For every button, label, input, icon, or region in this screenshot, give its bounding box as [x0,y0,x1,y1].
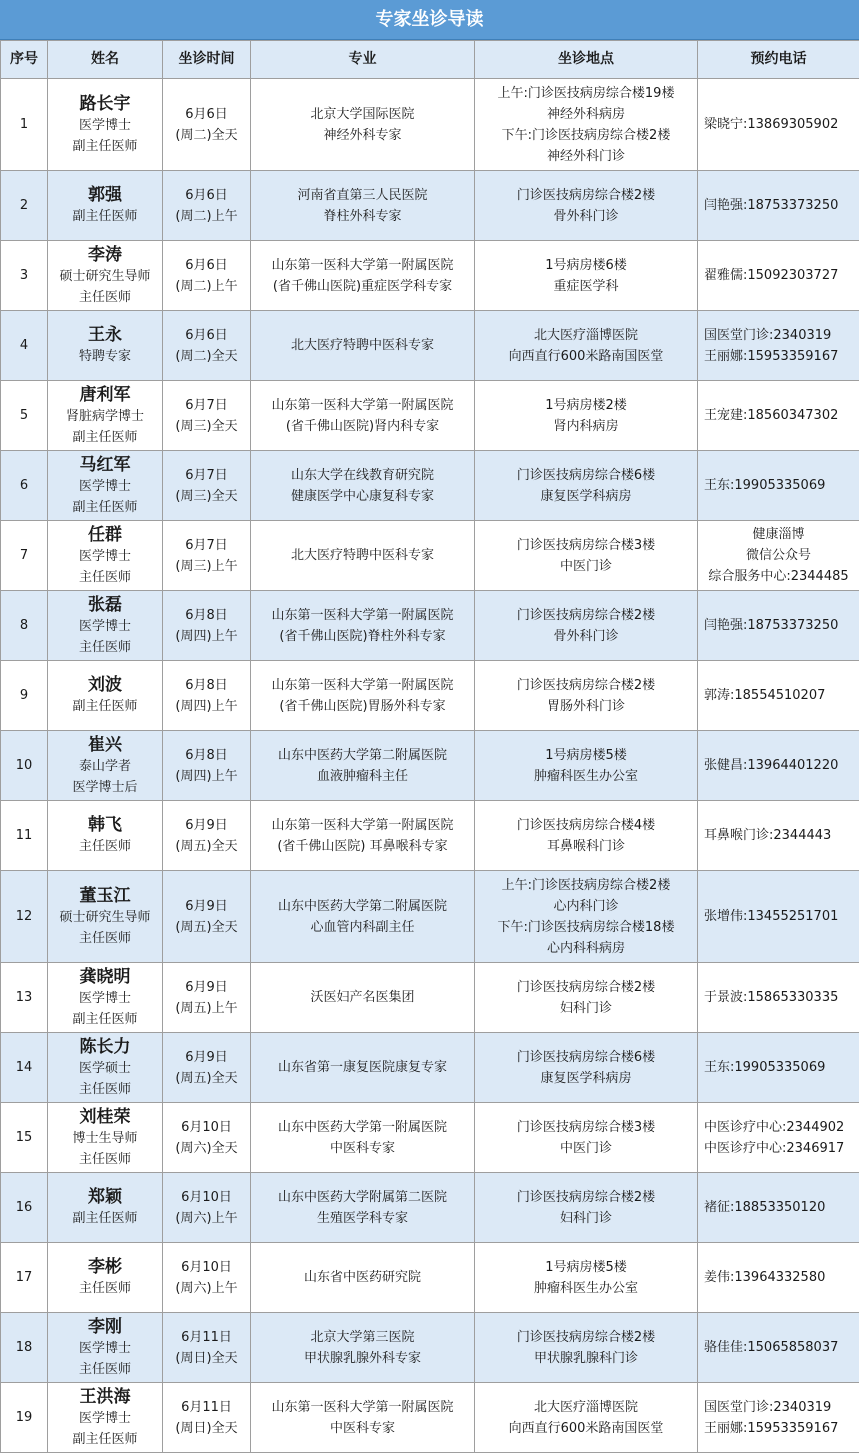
cell-phone: 于景波:15865330335 [698,963,859,1033]
doctor-name: 刘桂荣 [79,1106,131,1127]
doctor-name: 李涛 [88,244,122,265]
cell-specialty: 山东第一医科大学第一附属医院 (省千佛山医院) 耳鼻喉科专家 [251,801,475,871]
table-row [1,1243,859,1313]
doctor-name: 崔兴 [88,734,122,755]
doctor-title: 副主任医师 [72,1431,138,1447]
cell-location: 门诊医技病房综合楼2楼 甲状腺乳腺科门诊 [475,1313,698,1383]
doctor-name: 路长宇 [79,93,131,114]
cell-no: 12 [1,871,48,963]
doctor-title: 主任医师 [78,569,131,585]
cell-no: 18 [1,1313,48,1383]
doctor-title: 副主任医师 [72,138,138,154]
doctor-title: 泰山学者 [78,758,131,774]
cell-doctor [48,1033,163,1103]
doctor-title: 主任医师 [78,1281,131,1296]
doctor-title: 医学博士 [78,1410,131,1426]
cell-time: 6月6日 (周二)全天 [163,79,251,171]
table-row [1,1173,859,1243]
cell-specialty: 山东第一医科大学第一附属医院 (省千佛山医院)脊柱外科专家 [251,591,475,661]
cell-specialty: 山东省中医药研究院 [251,1243,475,1313]
cell-location: 上午:门诊医技病房综合楼2楼 心内科门诊 下午:门诊医技病房综合楼18楼 心内科科病房 [475,871,698,963]
cell-doctor [48,1243,163,1313]
doctor-title: 特聘专家 [78,349,131,364]
doctor-title: 医学博士后 [72,779,138,795]
doctor-name: 韩飞 [88,815,122,835]
cell-no: 7 [1,521,48,591]
cell-location: 门诊医技病房综合楼2楼 胃肠外科门诊 [475,661,698,731]
cell-phone: 耳鼻喉门诊:2344443 [698,801,859,871]
cell-specialty: 山东中医药大学第二附属医院 血液肿瘤科主任 [251,731,475,801]
cell-phone: 梁晓宁:13869305902 [698,79,859,171]
cell-time: 6月9日 (周五)上午 [163,963,251,1033]
cell-doctor [48,1103,163,1173]
cell-phone: 王东:19905335069 [698,1033,859,1103]
cell-location: 门诊医技病房综合楼2楼 妇科门诊 [475,1173,698,1243]
cell-no: 10 [1,731,48,801]
cell-doctor [48,661,163,731]
table-row [1,1033,859,1103]
cell-no: 4 [1,311,48,381]
cell-phone: 闫艳强:18753373250 [698,171,859,241]
table-row [1,241,859,311]
cell-no: 3 [1,241,48,311]
table-row [1,1313,859,1383]
cell-location: 门诊医技病房综合楼2楼 妇科门诊 [475,963,698,1033]
doctor-name: 王永 [88,325,122,345]
cell-doctor [48,79,163,171]
cell-no: 17 [1,1243,48,1313]
doctor-title: 肾脏病学博士 [65,408,144,424]
cell-location: 北大医疗淄博医院 向西直行600米路南国医堂 [475,1383,698,1453]
cell-doctor [48,311,163,381]
table-row [1,381,859,451]
table-row [1,731,859,801]
cell-time: 6月10日 (周六)上午 [163,1243,251,1313]
cell-time: 6月8日 (周四)上午 [163,591,251,661]
header-location: 坐诊地点 [475,41,698,79]
cell-time: 6月9日 (周五)全天 [163,871,251,963]
cell-time: 6月7日 (周三)上午 [163,521,251,591]
cell-time: 6月11日 (周日)全天 [163,1383,251,1453]
cell-phone: 姜伟:13964332580 [698,1243,859,1313]
cell-no: 13 [1,963,48,1033]
header-no: 序号 [1,41,48,79]
cell-phone: 翟雅儒:15092303727 [698,241,859,311]
table-row [1,79,859,171]
cell-specialty: 北大医疗特聘中医科专家 [251,521,475,591]
doctor-title: 博士生导师 [72,1130,138,1146]
cell-doctor [48,171,163,241]
cell-phone: 闫艳强:18753373250 [698,591,859,661]
doctor-title: 硕士研究生导师 [59,268,151,284]
cell-specialty: 山东中医药大学第二附属医院 心血管内科副主任 [251,871,475,963]
table-header [1,41,859,79]
header-time: 坐诊时间 [163,41,251,79]
doctor-title: 主任医师 [78,639,131,655]
cell-time: 6月9日 (周五)全天 [163,801,251,871]
header-specialty: 专业 [251,41,475,79]
doctor-title: 主任医师 [78,289,131,305]
cell-time: 6月7日 (周三)全天 [163,451,251,521]
cell-no: 9 [1,661,48,731]
cell-doctor [48,963,163,1033]
cell-location: 北大医疗淄博医院 向西直行600米路南国医堂 [475,311,698,381]
cell-location: 1号病房楼6楼 重症医学科 [475,241,698,311]
table-row [1,661,859,731]
doctor-name: 马红军 [79,454,131,475]
cell-no: 15 [1,1103,48,1173]
cell-time: 6月10日 (周六)全天 [163,1103,251,1173]
cell-phone: 国医堂门诊:2340319 王丽娜:15953359167 [698,1383,859,1453]
cell-location: 门诊医技病房综合楼6楼 康复医学科病房 [475,451,698,521]
cell-time: 6月10日 (周六)上午 [163,1173,251,1243]
cell-doctor [48,1173,163,1243]
cell-phone: 王宠建:18560347302 [698,381,859,451]
table-row [1,311,859,381]
cell-specialty: 山东大学在线教育研究院 健康医学中心康复科专家 [251,451,475,521]
cell-time: 6月8日 (周四)上午 [163,731,251,801]
cell-doctor [48,871,163,963]
table-row [1,1383,859,1453]
cell-no: 5 [1,381,48,451]
doctor-name: 任群 [88,524,122,545]
doctor-title: 主任医师 [78,930,131,946]
cell-time: 6月7日 (周三)全天 [163,381,251,451]
doctor-name: 唐利军 [79,384,131,405]
cell-specialty: 沃医妇产名医集团 [251,963,475,1033]
cell-phone: 王东:19905335069 [698,451,859,521]
cell-time: 6月8日 (周四)上午 [163,661,251,731]
doctor-title: 副主任医师 [72,1211,138,1226]
cell-specialty: 河南省直第三人民医院 脊柱外科专家 [251,171,475,241]
cell-location: 门诊医技病房综合楼3楼 中医门诊 [475,521,698,591]
cell-no: 1 [1,79,48,171]
doctor-title: 主任医师 [78,1151,131,1167]
doctor-title: 医学硕士 [78,1060,131,1076]
cell-specialty: 山东第一医科大学第一附属医院 (省千佛山医院)胃肠外科专家 [251,661,475,731]
doctor-name: 陈长力 [79,1036,131,1057]
table-row [1,1103,859,1173]
cell-phone: 张增伟:13455251701 [698,871,859,963]
doctor-name: 李彬 [88,1257,122,1277]
cell-specialty: 山东中医药大学第一附属医院 中医科专家 [251,1103,475,1173]
cell-phone: 郭涛:18554510207 [698,661,859,731]
doctor-name: 郭强 [88,185,122,205]
header-name: 姓名 [48,41,163,79]
cell-phone: 褚征:18853350120 [698,1173,859,1243]
doctor-name: 郑颖 [88,1187,122,1207]
cell-doctor [48,521,163,591]
cell-no: 11 [1,801,48,871]
table-row [1,521,859,591]
cell-location: 门诊医技病房综合楼3楼 中医门诊 [475,1103,698,1173]
cell-specialty: 山东第一医科大学第一附属医院 中医科专家 [251,1383,475,1453]
doctor-name: 李刚 [88,1316,122,1337]
cell-time: 6月6日 (周二)全天 [163,311,251,381]
cell-phone: 骆佳佳:15065858037 [698,1313,859,1383]
doctor-name: 张磊 [88,594,122,615]
doctor-title: 医学博士 [78,990,131,1006]
cell-no: 14 [1,1033,48,1103]
table-row [1,171,859,241]
cell-no: 19 [1,1383,48,1453]
cell-location: 门诊医技病房综合楼2楼 骨外科门诊 [475,591,698,661]
doctor-name: 刘波 [88,675,122,695]
doctor-title: 医学博士 [78,618,131,634]
doctor-title: 副主任医师 [72,209,138,224]
cell-location: 门诊医技病房综合楼6楼 康复医学科病房 [475,1033,698,1103]
cell-specialty: 北京大学第三医院 甲状腺乳腺外科专家 [251,1313,475,1383]
cell-specialty: 山东省第一康复医院康复专家 [251,1033,475,1103]
cell-specialty: 北京大学国际医院 神经外科专家 [251,79,475,171]
cell-time: 6月6日 (周二)上午 [163,171,251,241]
doctor-title: 硕士研究生导师 [59,909,151,925]
cell-time: 6月6日 (周二)上午 [163,241,251,311]
cell-specialty: 北大医疗特聘中医科专家 [251,311,475,381]
cell-doctor [48,241,163,311]
cell-phone: 中医诊疗中心:2344902 中医诊疗中心:2346917 [698,1103,859,1173]
doctor-title: 主任医师 [78,1361,131,1377]
cell-no: 16 [1,1173,48,1243]
cell-phone: 张健昌:13964401220 [698,731,859,801]
cell-phone: 健康淄博 微信公众号 综合服务中心:2344485 [698,521,859,591]
table-body [1,79,859,1453]
cell-location: 门诊医技病房综合楼2楼 骨外科门诊 [475,171,698,241]
table-row [1,801,859,871]
cell-doctor [48,1313,163,1383]
cell-location: 上午:门诊医技病房综合楼19楼 神经外科病房 下午:门诊医技病房综合楼2楼 神经外科门诊 [475,79,698,171]
doctor-name: 龚晓明 [79,966,131,987]
schedule-table [0,40,859,1453]
cell-doctor [48,381,163,451]
doctor-name: 王洪海 [79,1386,131,1407]
cell-doctor [48,731,163,801]
cell-no: 6 [1,451,48,521]
doctor-title: 副主任医师 [72,499,138,515]
cell-specialty: 山东中医药大学附属第二医院 生殖医学科专家 [251,1173,475,1243]
doctor-title: 副主任医师 [72,1011,138,1027]
doctor-title: 医学博士 [78,117,131,133]
cell-time: 6月11日 (周日)全天 [163,1313,251,1383]
doctor-title: 医学博士 [78,1340,131,1356]
doctor-title: 主任医师 [78,839,131,854]
cell-phone: 国医堂门诊:2340319 王丽娜:15953359167 [698,311,859,381]
table-row [1,591,859,661]
cell-location: 1号病房楼2楼 肾内科病房 [475,381,698,451]
cell-doctor [48,1383,163,1453]
cell-specialty: 山东第一医科大学第一附属医院 (省千佛山医院)肾内科专家 [251,381,475,451]
cell-location: 门诊医技病房综合楼4楼 耳鼻喉科门诊 [475,801,698,871]
page-title: 专家坐诊导读 [0,0,859,40]
header-phone: 预约电话 [698,41,859,79]
cell-location: 1号病房楼5楼 肿瘤科医生办公室 [475,1243,698,1313]
doctor-title: 副主任医师 [72,429,138,445]
cell-specialty: 山东第一医科大学第一附属医院 (省千佛山医院)重症医学科专家 [251,241,475,311]
doctor-title: 医学博士 [78,478,131,494]
cell-doctor [48,451,163,521]
table-row [1,871,859,963]
cell-doctor [48,801,163,871]
cell-no: 8 [1,591,48,661]
doctor-title: 副主任医师 [72,699,138,714]
doctor-name: 董玉江 [79,885,131,906]
cell-no: 2 [1,171,48,241]
cell-location: 1号病房楼5楼 肿瘤科医生办公室 [475,731,698,801]
table-row [1,451,859,521]
cell-time: 6月9日 (周五)全天 [163,1033,251,1103]
doctor-title: 医学博士 [78,548,131,564]
cell-doctor [48,591,163,661]
table-row [1,963,859,1033]
doctor-title: 主任医师 [78,1081,131,1097]
